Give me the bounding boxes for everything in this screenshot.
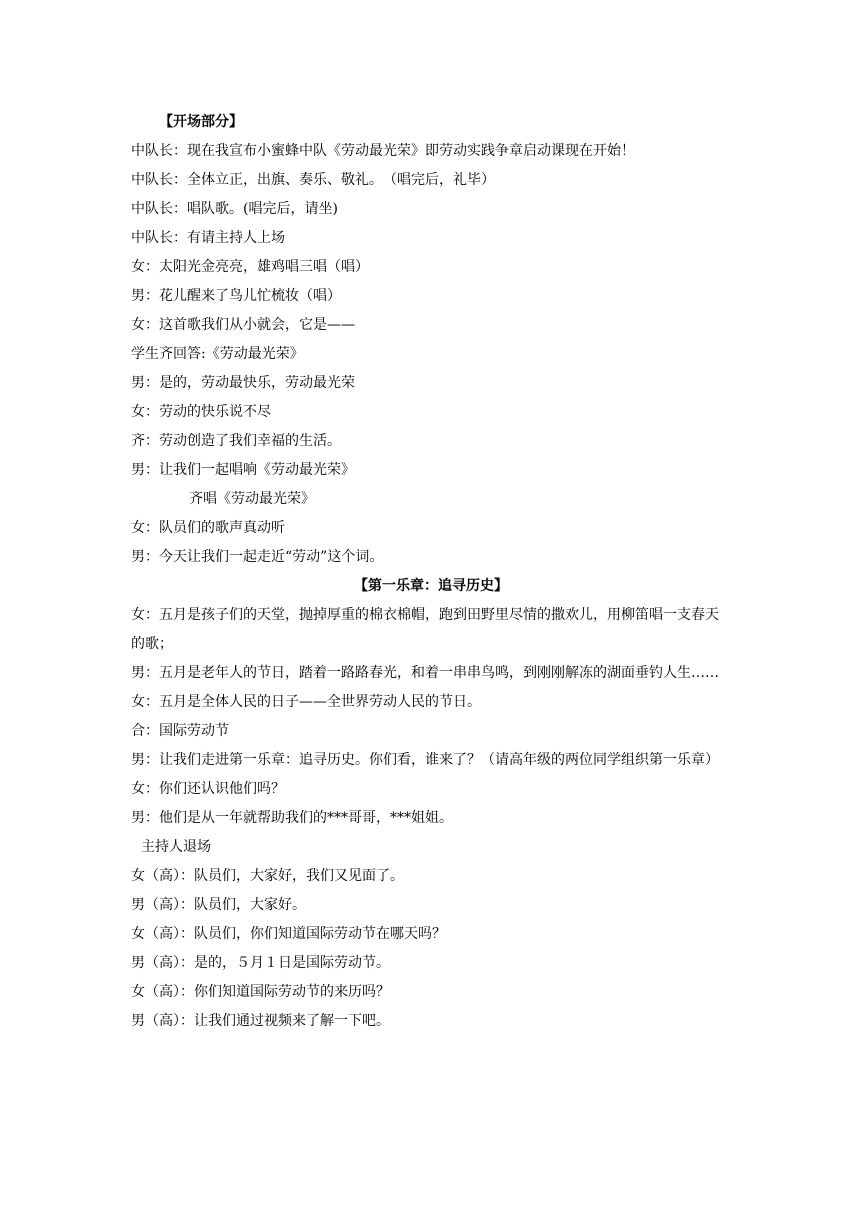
script-line: 男（高）：是的，５月１日是国际劳动节。 [131, 955, 390, 971]
script-line: 女（高）：你们知道国际劳动节的来历吗？ [131, 984, 390, 1000]
script-line: 合：国际劳动节 [131, 723, 229, 739]
script-line: 女：这首歌我们从小就会，它是—— [131, 317, 355, 333]
document-body [131, 108, 731, 1036]
script-line: 中队长：全体立正，出旗、奏乐、敬礼。 （唱完后，礼毕） [131, 172, 495, 188]
script-line: 中队长：唱队歌。(唱完后，请坐) [131, 201, 338, 217]
script-line: 女（高）：队员们，大家好，我们又见面了。 [131, 868, 404, 884]
script-line: 男：让我们走进第一乐章：追寻历史。你们看，谁来了？（请高年级的两位同学组织第一乐章） [131, 752, 719, 768]
script-line: 男：让我们一起唱响《劳动最光荣》 [131, 462, 355, 478]
script-line: 女（高）：队员们，你们知道国际劳动节在哪天吗？ [131, 926, 446, 942]
script-line: 齐：劳动创造了我们幸福的生活。 [131, 433, 341, 449]
script-line: 女：队员们的歌声真动听 [131, 520, 285, 536]
script-line: 男：五月是老年人的节日，踏着一路路春光，和着一串串鸟鸣，到刚刚解冻的湖面垂钓人生…… [131, 665, 719, 681]
section-heading-chapter-one: 【第一乐章：追寻历史】 [354, 578, 508, 594]
script-line: 女：劳动的快乐说不尽 [131, 404, 271, 420]
script-line: 中队长：有请主持人上场 [131, 230, 285, 246]
script-line: 齐唱《劳动最光荣》 [189, 491, 315, 507]
script-line: 男：他们是从一年就帮助我们的***哥哥，***姐姐。 [131, 810, 453, 826]
script-line: 男：今天让我们一起走近“劳动”这个词。 [131, 549, 384, 565]
script-line: 女：五月是全体人民的日子——全世界劳动人民的节日。 [131, 694, 481, 710]
script-line: 男（高）：队员们，大家好。 [131, 897, 306, 913]
script-line: 中队长：现在我宣布小蜜蜂中队《劳动最光荣》即劳动实践争章启动课现在开始！ [131, 143, 635, 159]
script-line: 男：花儿醒来了鸟儿忙梳妆（唱） [131, 288, 341, 304]
script-line: 女：你们还认识他们吗？ [131, 781, 285, 797]
stage-direction: 主持人退场 [141, 839, 211, 855]
script-line: 女：太阳光金亮亮，雄鸡唱三唱（唱） [131, 259, 369, 275]
script-line: 学生齐回答:《劳动最光荣》 [131, 346, 304, 362]
script-line: 男（高）：让我们通过视频来了解一下吧。 [131, 1013, 390, 1029]
section-heading-opening: 【开场部分】 [159, 114, 243, 130]
script-line: 女：五月是孩子们的天堂，抛掉厚重的棉衣棉帽，跑到田野里尽情的撒欢儿，用柳笛唱一支春天的歌； [131, 607, 719, 652]
script-line: 男：是的，劳动最快乐，劳动最光荣 [131, 375, 355, 391]
